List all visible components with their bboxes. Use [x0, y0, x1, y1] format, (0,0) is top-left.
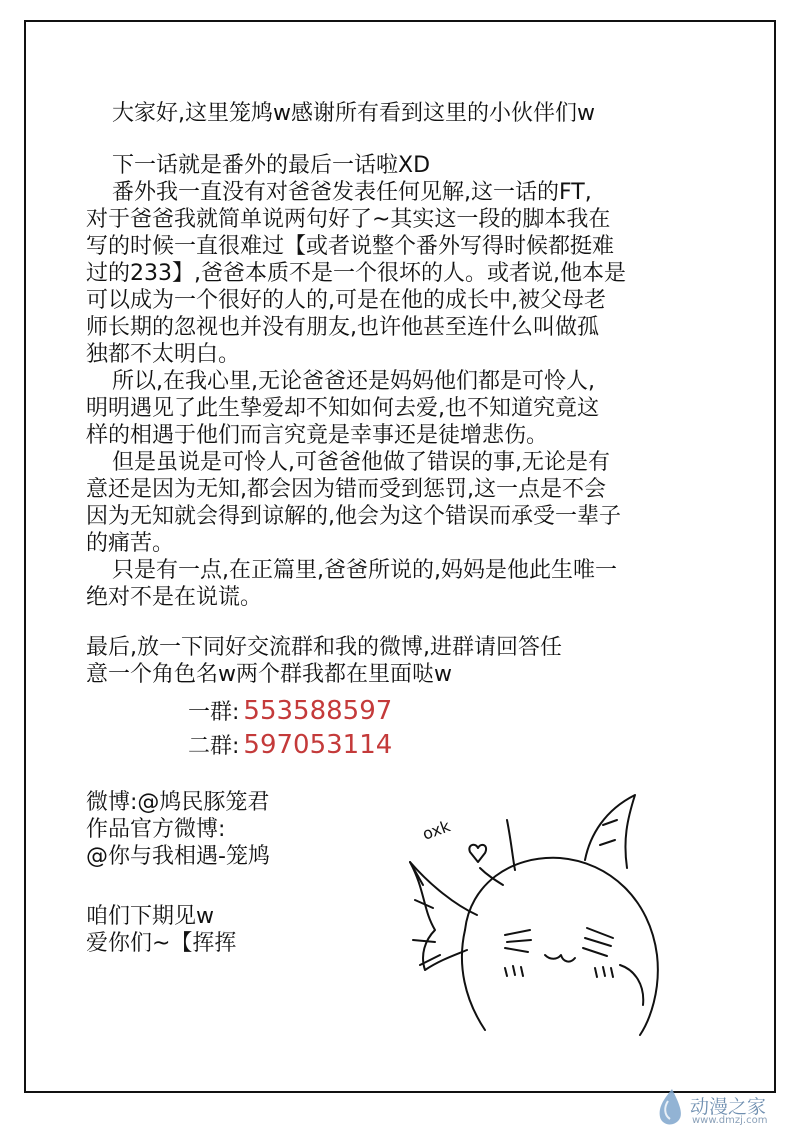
text-line: 大家好,这里笼鸠w感谢所有看到这里的小伙伴们w: [112, 101, 595, 126]
text-line: 的痛苦。: [86, 531, 175, 556]
doodle-text: oxk: [419, 816, 453, 844]
text-line: 但是虽说是可怜人,可爸爸他做了错误的事,无论是有: [112, 450, 610, 475]
closing-line-1: 咱们下期见w: [86, 904, 214, 929]
text-line: 过的233】,爸爸本质不是一个很坏的人。或者说,他本是: [86, 261, 626, 286]
group-2-number: 597053114: [243, 730, 393, 760]
text-line: 意一个角色名w两个群我都在里面哒w: [86, 662, 452, 687]
official-weibo-handle: @你与我相遇-笼鸠: [86, 844, 270, 869]
text-line: 独都不太明白。: [86, 342, 241, 367]
text-line: 因为无知就会得到谅解的,他会为这个错误而承受一辈子: [86, 504, 621, 529]
text-line: 最后,放一下同好交流群和我的微博,进群请回答任: [86, 635, 562, 660]
text-line: 可以成为一个很好的人的,可是在他的成长中,被父母老: [86, 288, 606, 313]
text-line: 下一话就是番外的最后一话啦XD: [112, 153, 431, 178]
group-1: [188, 698, 392, 726]
group-2-label: 二群:: [188, 734, 240, 759]
watermark-url: www.dmzj.com: [692, 1115, 768, 1126]
group-1-label: 一群:: [188, 700, 240, 725]
text-line: 师长期的忽视也并没有朋友,也许他甚至连什么叫做孤: [86, 315, 599, 340]
text-line: 绝对不是在说谎。: [86, 585, 263, 610]
watermark-name: 动漫之家: [690, 1096, 767, 1118]
drop-icon: [660, 1089, 681, 1124]
text-line: 番外我一直没有对爸爸发表任何见解,这一话的FT,: [112, 180, 592, 205]
group-1-number: 553588597: [243, 696, 393, 726]
text-line: 明明遇见了此生挚爱却不知如何去爱,也不知道究竟这: [86, 396, 599, 421]
text-line: 对于爸爸我就简单说两句好了~其实这一段的脚本我在: [86, 207, 611, 232]
text-line: 只是有一点,在正篇里,爸爸所说的,妈妈是他此生唯一: [112, 558, 617, 583]
bunny-doodle: [395, 790, 675, 1040]
closing-line-2: 爱你们~【挥挥: [86, 931, 237, 956]
text-line: 所以,在我心里,无论爸爸还是妈妈他们都是可怜人,: [112, 369, 595, 394]
group-2: [188, 732, 392, 760]
text-line: 样的相遇于他们而言究竟是幸事还是徒增悲伤。: [86, 423, 549, 448]
text-line: 意还是因为无知,都会因为错而受到惩罚,这一点是不会: [86, 477, 606, 502]
official-weibo-label: 作品官方微博:: [86, 817, 226, 842]
text-line: 写的时候一直很难过【或者说整个番外写得时候都挺难: [86, 234, 615, 259]
weibo-line: 微博:@鸠民豚笼君: [86, 790, 270, 815]
